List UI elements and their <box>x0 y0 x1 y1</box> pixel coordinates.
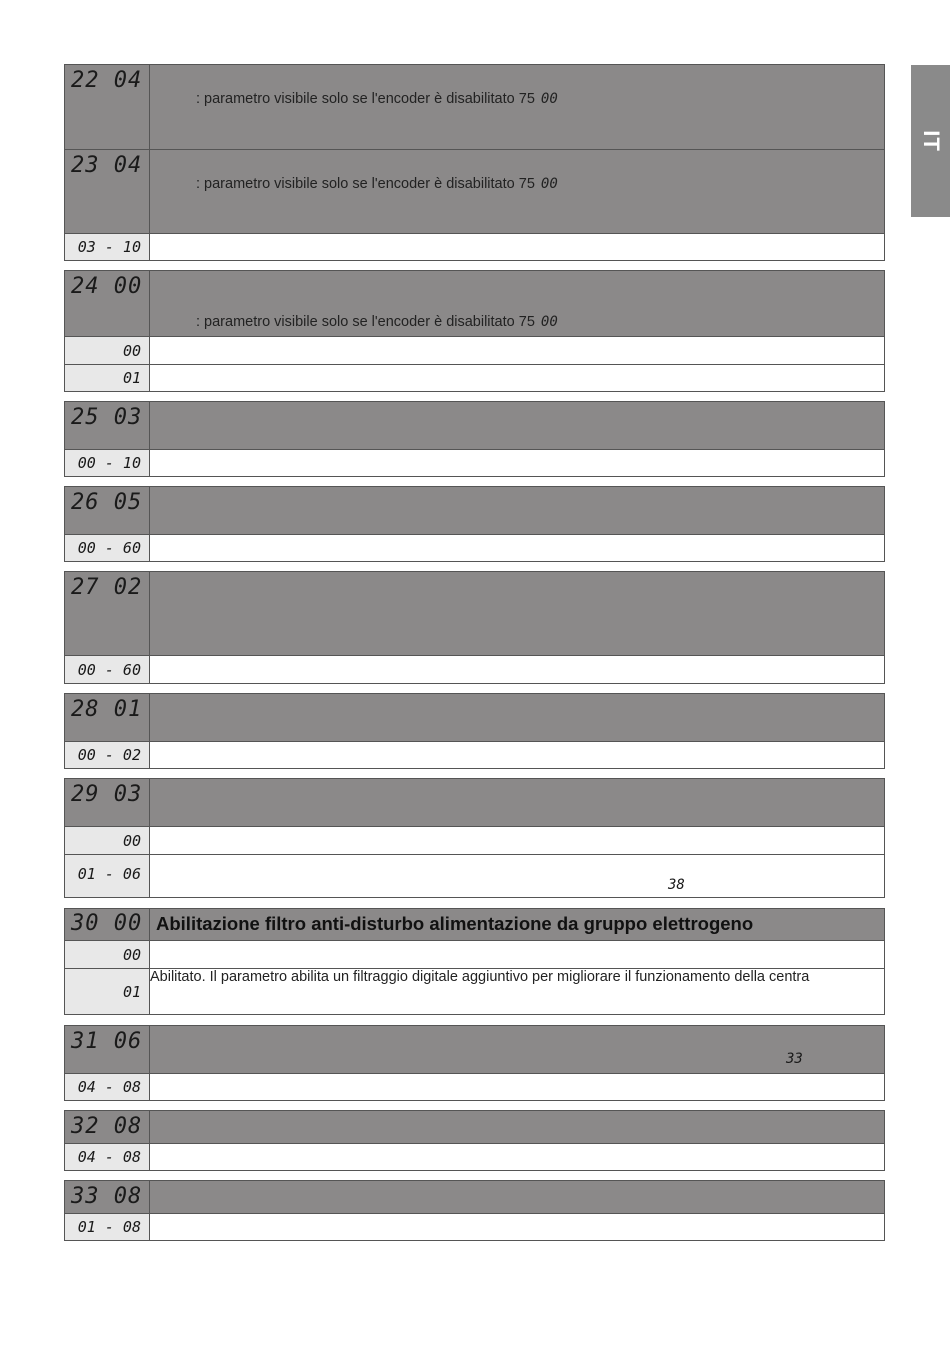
param-option-row <box>65 827 885 855</box>
param-row-31 <box>65 1026 885 1074</box>
param-range-row <box>65 1144 885 1171</box>
encoder-note: : parametro visibile solo se l'encoder è disabilitato 75 00 <box>196 176 558 192</box>
param-row-33 <box>65 1181 885 1214</box>
param-range: 04 - 08 <box>77 1078 141 1096</box>
param-range-row <box>65 535 885 562</box>
param-row-27 <box>65 572 885 656</box>
param-code: 26 05 <box>71 490 143 515</box>
param-table-25 <box>64 401 885 477</box>
param-row-23 <box>65 150 885 234</box>
param-row-30 <box>65 909 885 941</box>
param-table-22-23 <box>64 64 885 261</box>
param-table-29 <box>64 778 885 898</box>
param-reference: 38 <box>668 877 685 893</box>
param-option: 00 <box>122 341 141 360</box>
param-range-row <box>65 742 885 769</box>
param-code: 32 08 <box>71 1114 143 1139</box>
param-row-29 <box>65 779 885 827</box>
param-row-26 <box>65 487 885 535</box>
param-table-27 <box>64 571 885 684</box>
param-code: 30 00 <box>71 911 143 936</box>
param-range-row <box>65 1214 885 1241</box>
param-range: 01 - 08 <box>77 1218 141 1236</box>
param-option-row <box>65 337 885 365</box>
param-range: 00 - 02 <box>77 746 141 764</box>
param-code: 33 08 <box>71 1184 143 1209</box>
encoder-note: : parametro visibile solo se l'encoder è disabilitato 75 00 <box>196 91 558 107</box>
param-range-row <box>65 234 885 261</box>
param-option: 01 <box>122 369 141 387</box>
param-range: 04 - 08 <box>77 1148 141 1166</box>
param-range: 03 - 10 <box>77 238 141 256</box>
language-label: IT <box>918 130 944 152</box>
param-range-row <box>65 855 885 898</box>
param-table-24 <box>64 270 885 392</box>
param-code: 31 06 <box>71 1029 143 1054</box>
param-reference: 33 <box>786 1051 803 1067</box>
encoder-note: : parametro visibile solo se l'encoder è disabilitato 75 00 <box>196 314 558 330</box>
param-table-33 <box>64 1180 885 1241</box>
param-range: 00 - 10 <box>77 454 141 472</box>
param-row-32 <box>65 1111 885 1144</box>
param-code: 25 03 <box>71 405 143 430</box>
language-tab <box>911 65 950 217</box>
param-range: 01 - 06 <box>77 865 141 883</box>
param-row-24 <box>65 271 885 337</box>
param-table-28 <box>64 693 885 769</box>
param-option-row <box>65 941 885 969</box>
param-code: 23 04 <box>71 153 143 178</box>
param-row-22 <box>65 65 885 150</box>
param-range-row <box>65 450 885 477</box>
param-row-25 <box>65 402 885 450</box>
param-range: 00 - 60 <box>77 539 141 557</box>
param-code: 22 04 <box>71 68 143 93</box>
param-table-30 <box>64 908 885 1015</box>
param-option-row <box>65 365 885 392</box>
param-table-31 <box>64 1025 885 1101</box>
param-table-32 <box>64 1110 885 1171</box>
param-code: 27 02 <box>71 575 143 600</box>
param-option-description: Abilitato. Il parametro abilita un filtraggio digitale aggiuntivo per migliorare il funzionamento della centra <box>150 969 885 1015</box>
param-range-row <box>65 1074 885 1101</box>
param-option-row <box>65 969 885 1015</box>
param-row-28 <box>65 694 885 742</box>
param-option: 00 <box>122 831 141 850</box>
param-option: 00 <box>122 945 141 964</box>
param-range-row <box>65 656 885 684</box>
param-code: 24 00 <box>71 274 143 299</box>
param-option: 01 <box>122 982 141 1001</box>
param-range: 00 - 60 <box>77 660 141 679</box>
param-title: Abilitazione filtro anti-disturbo alimentazione da gruppo elettrogeno <box>156 913 754 934</box>
param-code: 29 03 <box>71 782 143 807</box>
param-code: 28 01 <box>71 697 143 722</box>
param-table-26 <box>64 486 885 562</box>
